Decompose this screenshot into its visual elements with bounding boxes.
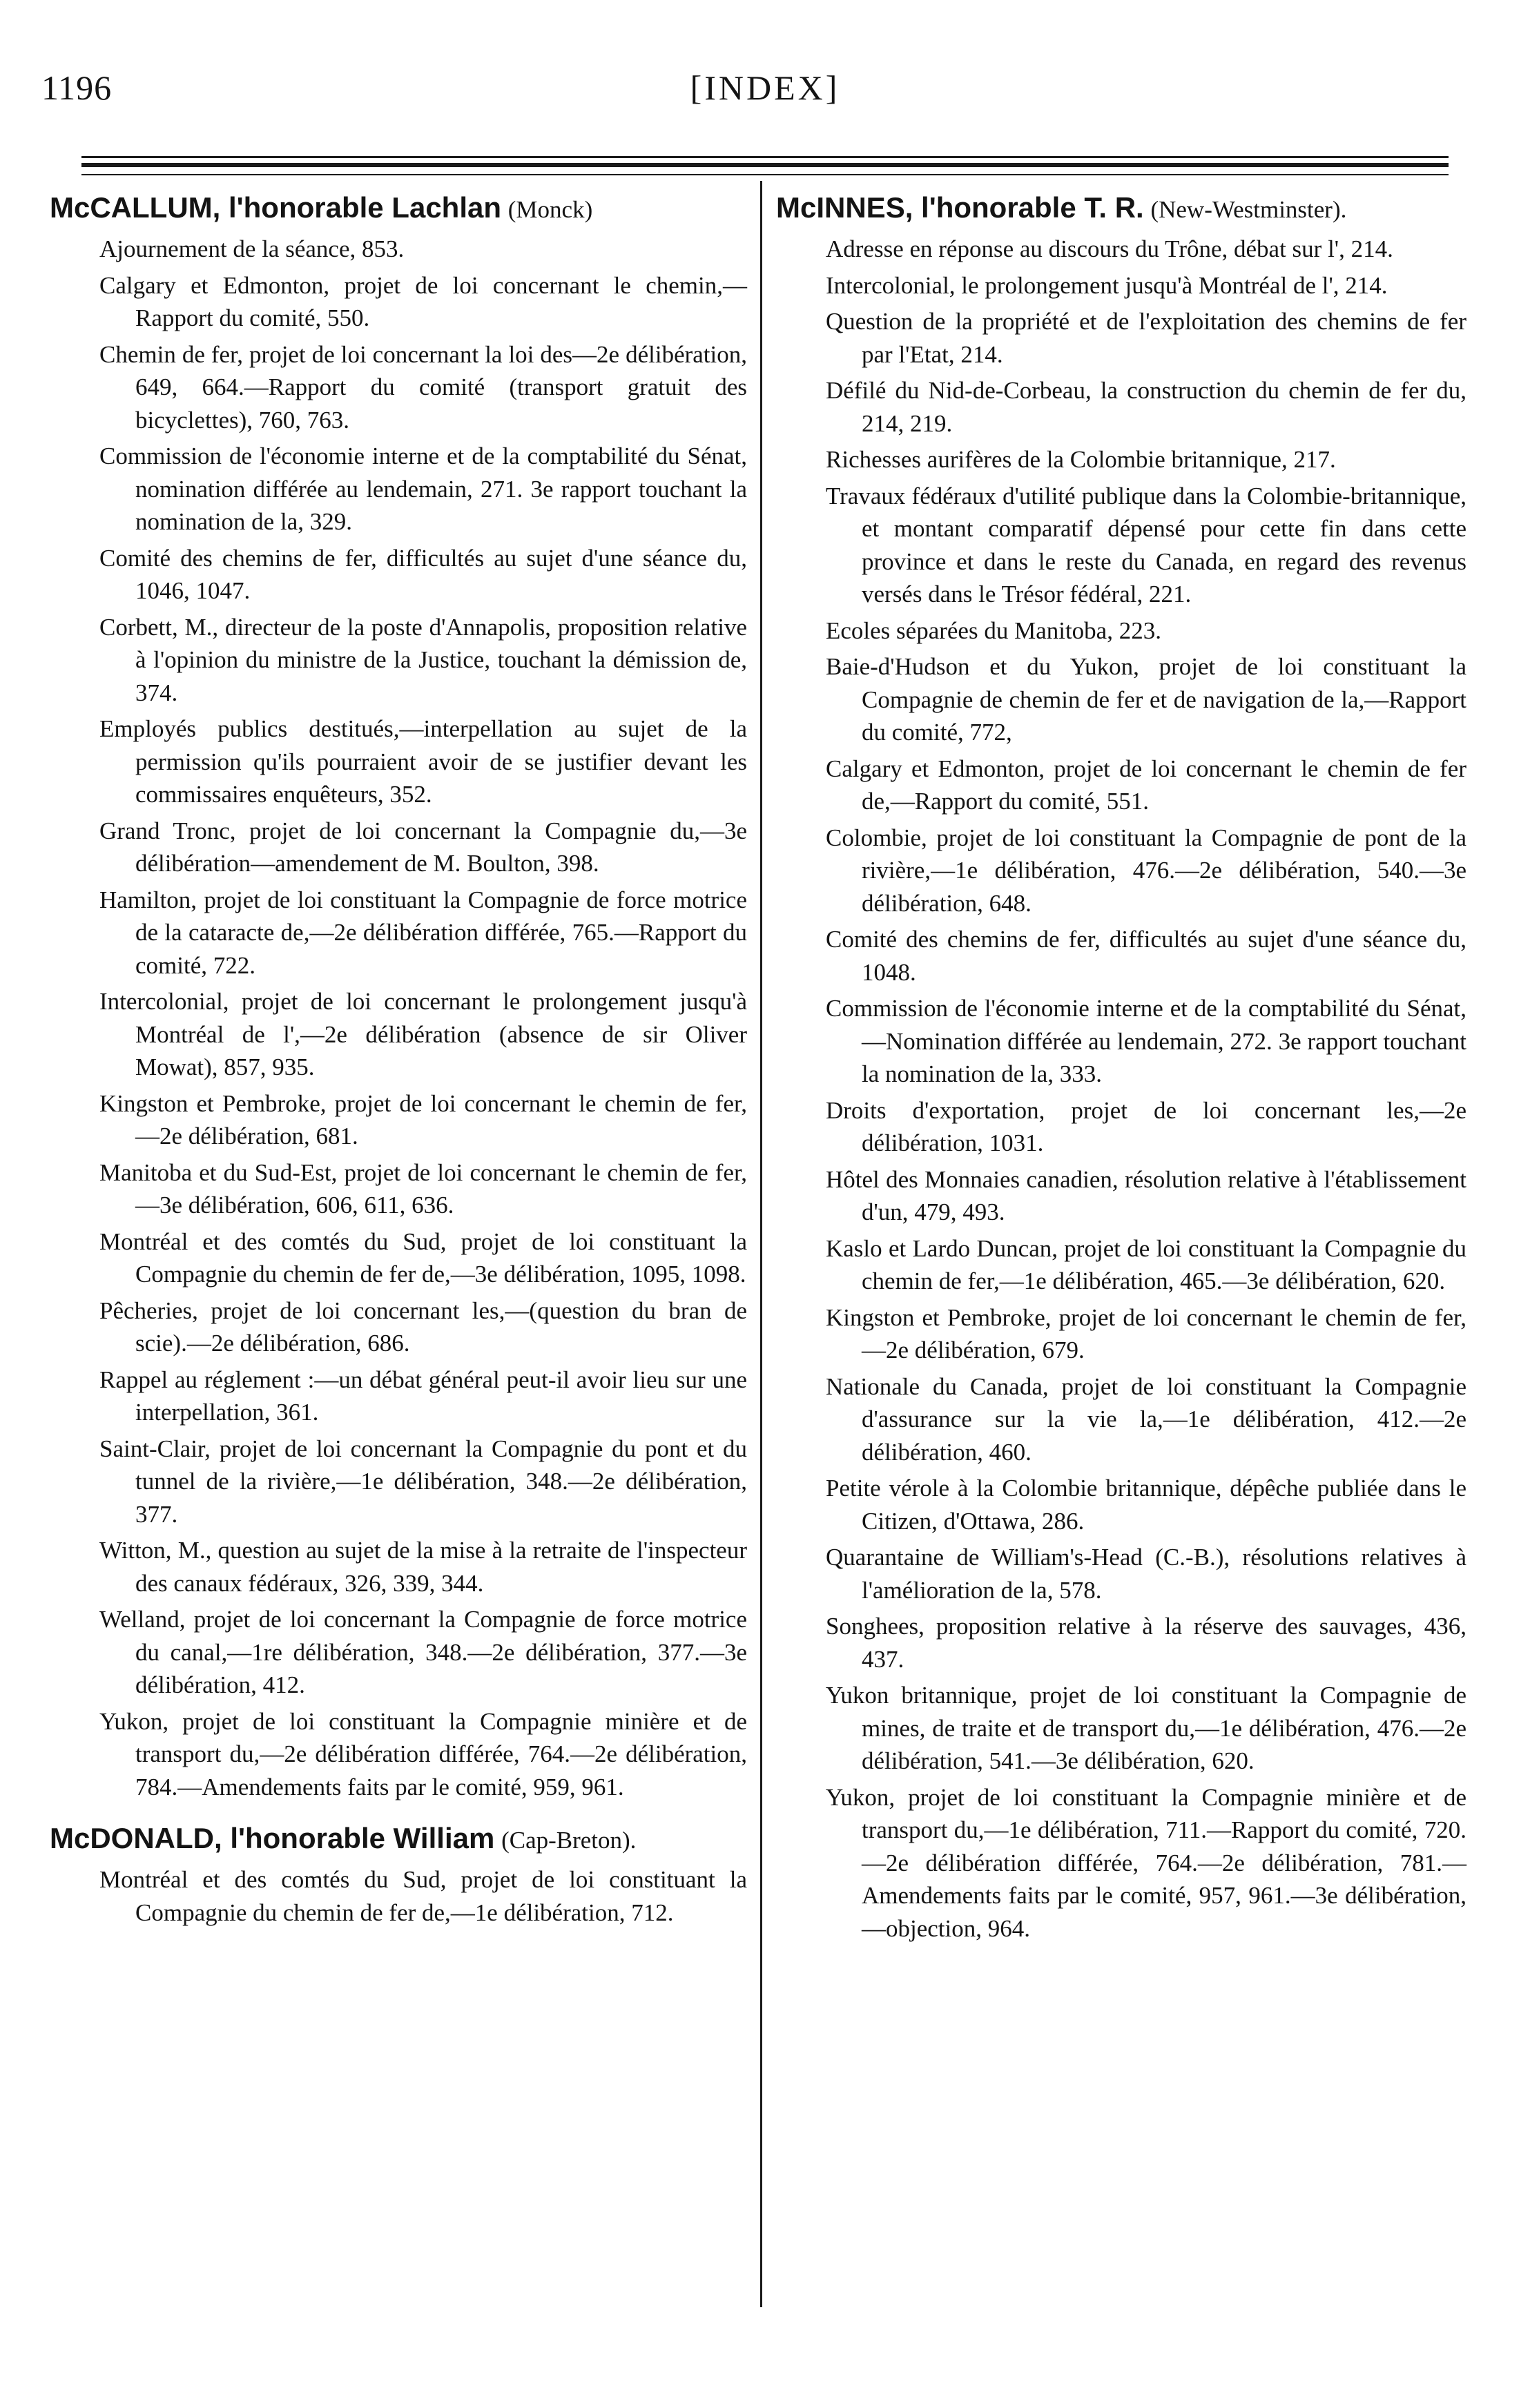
index-entry: Kingston et Pembroke, projet de loi concernant le chemin de fer,—2e délibération, 681. — [99, 1089, 747, 1149]
index-entry: Intercolonial, le prolongement jusqu'à Montréal de l', 214. — [826, 271, 1388, 299]
header-rule-thin — [81, 174, 1449, 175]
division-note: (Cap-Breton). — [501, 1827, 637, 1854]
index-entry: Richesses aurifères de la Colombie britannique, 217. — [826, 446, 1336, 473]
index-entry: Ajournement de la séance, 853. — [99, 235, 405, 262]
index-entry: Manitoba et du Sud-Est, projet de loi concernant le chemin de fer,—3e délibération, 606, 611, 636. — [99, 1158, 747, 1218]
index-entry: Saint-Clair, projet de loi concernant la Compagnie du pont et du tunnel de la rivière,—1e délibération, 348.—2e délibération, 377. — [99, 1435, 747, 1528]
header-rule — [81, 156, 1449, 158]
index-entry: Ecoles séparées du Manitoba, 223. — [826, 616, 1161, 644]
index-entry: Corbett, M., directeur de la poste d'Annapolis, proposition relative à l'opinion du ministre de la Justice, touchant la démission de, 374. — [99, 613, 747, 706]
column-divider — [760, 181, 762, 2307]
index-entry: Kaslo et Lardo Duncan, projet de loi constituant la Compagnie du chemin de fer,—1e délibération, 465.—3e délibération, 620. — [826, 1234, 1466, 1294]
index-entry: Hôtel des Monnaies canadien, résolution relative à l'établissement d'un, 479, 493. — [826, 1165, 1466, 1225]
index-entry: Quarantaine de William's-Head (C.-B.), résolutions relatives à l'amélioration de la, 578. — [826, 1544, 1466, 1604]
senator-name: McCALLUM, l'honorable Lachlan — [50, 191, 502, 224]
senator-name: McINNES, l'honorable T. R. — [776, 191, 1144, 224]
index-entry: Commission de l'économie interne et de la comptabilité du Sénat,—Nomination différée au lendemain, 272. 3e rapport touchant la nomination de la, 333. — [826, 995, 1466, 1087]
index-entry: Welland, projet de loi concernant la Compagnie de force motrice du canal,—1re délibération, 348.—2e délibération, 377.—3e délibération, 412. — [99, 1606, 747, 1698]
index-entry: Yukon, projet de loi constituant la Compagnie minière et de transport du,—2e délibération différée, 764.—2e délibération, 784.—Amendements faits par le comité, 959, 961. — [99, 1707, 747, 1800]
entry-list — [776, 233, 1466, 1945]
header-rule-thick — [81, 163, 1449, 167]
index-entry: Calgary et Edmonton, projet de loi concernant le chemin de fer de,—Rapport du comité, 551. — [826, 755, 1466, 815]
index-entry: Comité des chemins de fer, difficultés au sujet d'une séance du, 1046, 1047. — [99, 544, 747, 604]
index-entry: Droits d'exportation, projet de loi concernant les,—2e délibération, 1031. — [826, 1096, 1466, 1156]
index-entry: Montréal et des comtés du Sud, projet de loi constituant la Compagnie du chemin de fer de,—1e délibération, 712. — [99, 1866, 747, 1926]
section-heading — [50, 1821, 747, 1858]
senator-name: McDONALD, l'honorable William — [50, 1822, 495, 1854]
index-entry: Défilé du Nid-de-Corbeau, la construction du chemin de fer du, 214, 219. — [826, 377, 1466, 437]
index-entry: Nationale du Canada, projet de loi constituant la Compagnie d'assurance sur la vie la,—1e délibération, 412.—2e délibération, 460. — [826, 1372, 1466, 1466]
index-entry: Pêcheries, projet de loi concernant les,—(question du bran de scie).—2e délibération, 686. — [99, 1297, 747, 1357]
page-number: 1196 — [41, 68, 113, 107]
division-note: (New-Westminster). — [1150, 196, 1347, 223]
index-entry: Witton, M., question au sujet de la mise à la retraite de l'inspecteur des canaux fédéraux, 326, 339, 344. — [99, 1537, 747, 1597]
section-heading — [50, 191, 747, 227]
index-entry: Travaux fédéraux d'utilité publique dans la Colombie-britannique, et montant comparatif dépensé pour cette fin dans cette province et dans le reste du Canada, en regard des revenus versés dans le Trésor fédéral, 221. — [826, 482, 1466, 608]
right-column — [776, 191, 1466, 1948]
running-head: [INDEX] — [690, 68, 840, 107]
index-entry: Yukon, projet de loi constituant la Compagnie minière et de transport du,—1e délibération, 711.—Rapport du comité, 720.—2e délibération différée, 764.—2e délibération, 781.—Amendements faits par le comité, 957, 961.—3e délibération,—objection, 964. — [826, 1783, 1466, 1942]
index-entry: Yukon britannique, projet de loi constituant la Compagnie de mines, de traite et de transport du,—1e délibération, 476.—2e délibération, 541.—3e délibération, 620. — [826, 1682, 1466, 1774]
left-column — [50, 191, 747, 1932]
section-heading — [776, 191, 1466, 227]
index-entry: Chemin de fer, projet de loi concernant la loi des—2e délibération, 649, 664.—Rapport du comité (transport gratuit des bicyclettes), 760, 763. — [99, 340, 747, 434]
index-entry: Intercolonial, projet de loi concernant le prolongement jusqu'à Montréal de l',—2e délibération (absence de sir Oliver Mowat), 857, 935. — [99, 988, 747, 1080]
index-entry: Rappel au réglement :—un débat général peut-il avoir lieu sur une interpellation, 361. — [99, 1366, 747, 1426]
index-entry: Adresse en réponse au discours du Trône, débat sur l', 214. — [826, 235, 1393, 262]
index-entry: Employés publics destitués,—interpellation au sujet de la permission qu'ils pourraient avoir de se justifier devant les commissaires enquêteurs, 352. — [99, 715, 747, 808]
index-entry: Montréal et des comtés du Sud, projet de loi constituant la Compagnie du chemin de fer de,—3e délibération, 1095, 1098. — [99, 1227, 747, 1288]
index-entry: Songhees, proposition relative à la réserve des sauvages, 436, 437. — [826, 1613, 1466, 1673]
index-entry: Kingston et Pembroke, projet de loi concernant le chemin de fer,—2e délibération, 679. — [826, 1303, 1466, 1363]
division-note: (Monck) — [507, 196, 593, 223]
index-entry: Petite vérole à la Colombie britannique, dépêche publiée dans le Citizen, d'Ottawa, 286. — [826, 1475, 1466, 1535]
index-entry: Baie-d'Hudson et du Yukon, projet de loi constituant la Compagnie de chemin de fer et de navigation de la,—Rapport du comité, 772, — [826, 653, 1466, 746]
index-entry: Calgary et Edmonton, projet de loi concernant le chemin,—Rapport du comité, 550. — [99, 271, 747, 331]
index-entry: Comité des chemins de fer, difficultés au sujet d'une séance du, 1048. — [826, 926, 1466, 986]
index-entry: Question de la propriété et de l'exploitation des chemins de fer par l'Etat, 214. — [826, 308, 1466, 368]
index-entry: Grand Tronc, projet de loi concernant la Compagnie du,—3e délibération—amendement de M. Boulton, 398. — [99, 817, 747, 877]
entry-list — [50, 233, 747, 1803]
index-entry: Hamilton, projet de loi constituant la Compagnie de force motrice de la cataracte de,—2e délibération différée, 765.—Rapport du comité, 722. — [99, 886, 747, 979]
index-entry: Colombie, projet de loi constituant la Compagnie de pont de la rivière,—1e délibération, 476.—2e délibération, 540.—3e délibération, 648. — [826, 824, 1466, 917]
entry-list — [50, 1863, 747, 1929]
index-entry: Commission de l'économie interne et de la comptabilité du Sénat, nomination différée au lendemain, 271. 3e rapport touchant la nomination de la, 329. — [99, 443, 747, 535]
